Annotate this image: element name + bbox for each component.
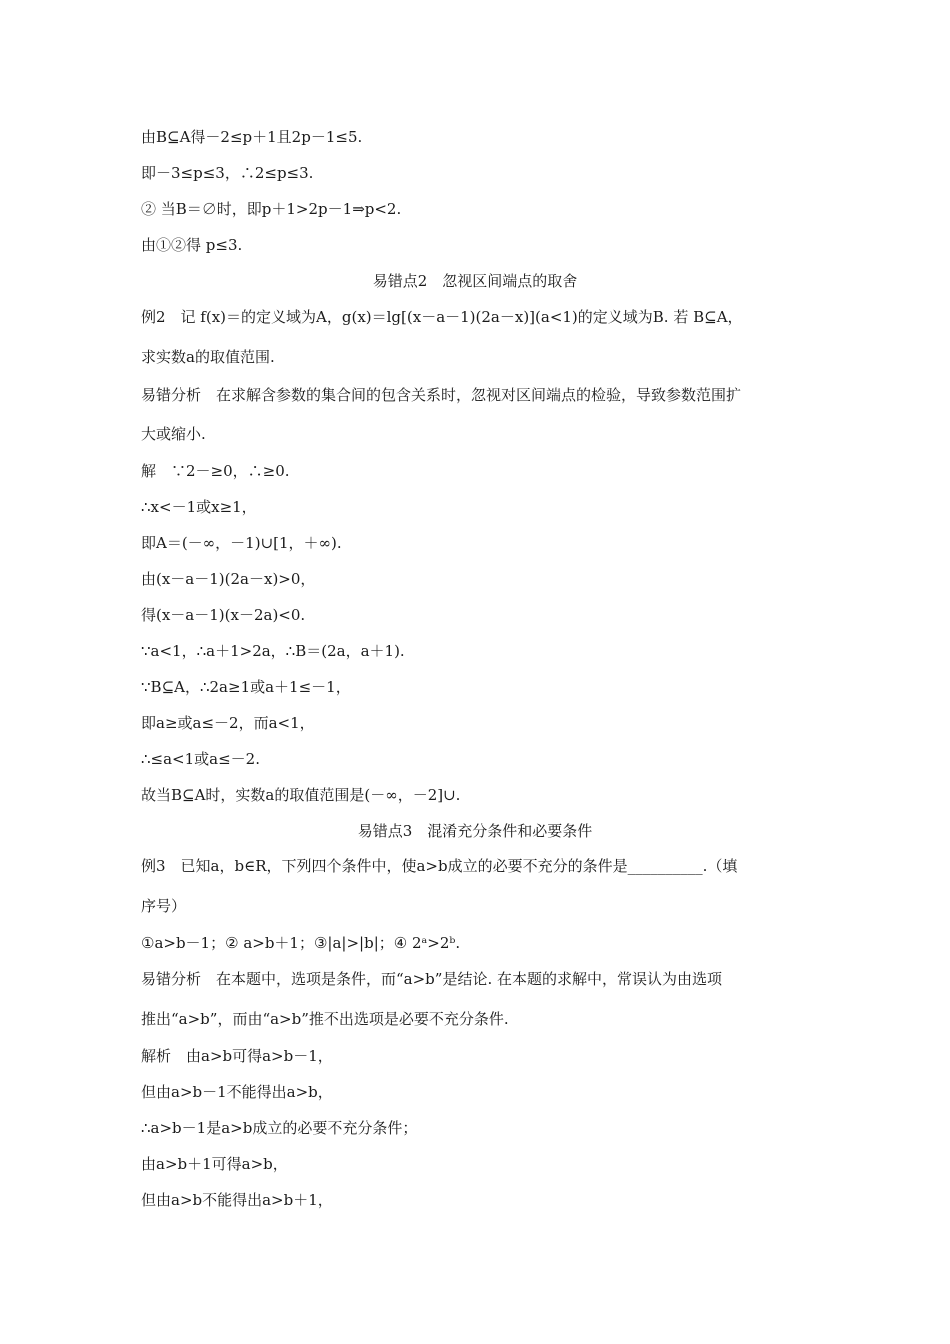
text-line: 但由a>b－1不能得出a>b， (141, 1083, 333, 1101)
text-line: ∵B⊆A，∴2a≥1或a＋1≤－1， (141, 678, 351, 696)
text-line: ∴a>b－1是a>b成立的必要不充分条件； (141, 1119, 418, 1137)
text-line: 由B⊆A得－2≤p＋1且2p－1≤5. (141, 128, 363, 146)
section-heading: 易错点2 忽视区间端点的取舍 (372, 272, 578, 290)
text-line: 即a≥或a≤－2，而a<1， (141, 714, 315, 732)
text-line: 即A＝(－∞，－1)∪[1，＋∞). (141, 534, 342, 552)
text-line: 得(x－a－1)(x－2a)<0. (141, 606, 306, 624)
text-line: ∴≤a<1或a≤－2. (141, 750, 260, 768)
text-line: 由(x－a－1)(2a－x)>0， (141, 570, 316, 588)
section-heading: 易错点3 混淆充分条件和必要条件 (357, 822, 593, 840)
text-line: 但由a>b不能得出a>b＋1， (141, 1191, 333, 1209)
text-line: 推出“a>b”，而由“a>b”推不出选项是必要不充分条件. (141, 1010, 509, 1028)
text-line: 求实数a的取值范围. (141, 348, 275, 366)
text-line: 由a>b＋1可得a>b， (141, 1155, 288, 1173)
text-line: ② 当B＝∅时，即p＋1>2p－1⇒p<2. (141, 200, 402, 218)
analysis-line: 易错分析 在本题中，选项是条件，而“a>b”是结论. 在本题的求解中，常误认为由选项 (141, 970, 722, 988)
text-line: ∵a<1，∴a＋1>2a，∴B＝(2a，a＋1). (141, 642, 405, 660)
solution-line: 解 ∵2－≥0，∴≥0. (141, 462, 290, 480)
text-line: 故当B⊆A时，实数a的取值范围是(－∞，－2]∪. (141, 786, 461, 804)
text-line: ∴x<－1或x≥1， (141, 498, 257, 516)
analysis-line: 易错分析 在求解含参数的集合间的包含关系时，忽视对区间端点的检验，导致参数范围扩 (141, 386, 742, 404)
text-line: ①a>b－1；② a>b＋1；③|a|>|b|；④ 2ᵃ>2ᵇ. (141, 934, 461, 952)
text-line: 大或缩小. (141, 425, 206, 443)
text-line: 由①②得 p≤3. (141, 236, 243, 254)
solution-line: 解析 由a>b可得a>b－1， (141, 1047, 333, 1065)
example-line: 例3 已知a，b∈R，下列四个条件中，使a>b成立的必要不充分的条件是__________.（填 (141, 857, 738, 875)
example-line: 例2 记 f(x)＝的定义域为A，g(x)＝lg[(x－a－1)(2a－x)](a<1)的定义域为B. 若 B⊆A， (141, 308, 743, 326)
text-line: 即－3≤p≤3，∴2≤p≤3. (141, 164, 314, 182)
text-line: 序号） (141, 897, 187, 915)
